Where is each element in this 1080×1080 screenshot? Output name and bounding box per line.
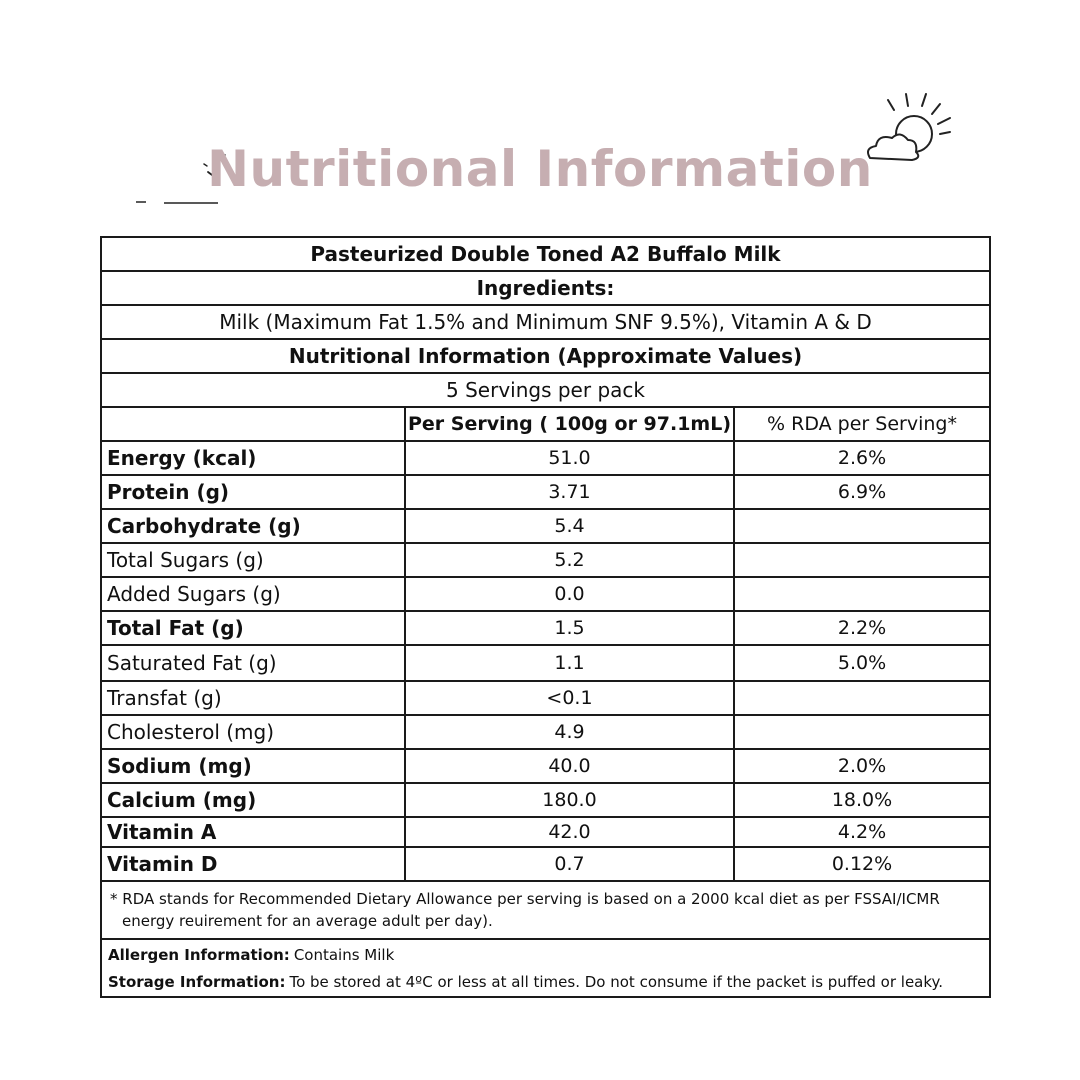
nutrient-name: Sodium (mg): [102, 750, 406, 782]
storage-info: [102, 968, 989, 998]
nutrient-rda: [735, 716, 989, 748]
table-row: [102, 646, 989, 682]
nutrient-name: Energy (kcal): [102, 442, 406, 474]
nutrient-value: 5.4: [406, 510, 735, 542]
nutrient-rda: [735, 544, 989, 576]
nutrient-rda: 2.6%: [837, 447, 887, 469]
nutrient-rda: [735, 682, 989, 714]
nutrient-rda: 2.2%: [837, 617, 887, 639]
nutrient-value: 1.5: [406, 612, 735, 644]
table-row: [102, 716, 989, 750]
table-row: [102, 818, 989, 848]
product-name: Pasteurized Double Toned A2 Buffalo Milk: [102, 238, 989, 272]
allergen-info: [102, 940, 989, 968]
table-row: [102, 578, 989, 612]
nutrient-rda: 4.2%: [837, 821, 887, 843]
rda-footnote: [102, 882, 989, 940]
nutrient-rda: 2.0%: [837, 755, 887, 777]
nutrient-name: Protein (g): [102, 476, 406, 508]
ingredients-heading: Ingredients:: [102, 272, 989, 306]
table-row: [102, 510, 989, 544]
table-row: [102, 848, 989, 882]
nutrient-rda: 18.0%: [831, 789, 893, 811]
allergen-label: Allergen Information:: [108, 946, 290, 964]
nutrient-value: 3.71: [406, 476, 735, 508]
allergen-text: Contains Milk: [293, 946, 395, 964]
table-row: [102, 476, 989, 510]
table-row: [102, 544, 989, 578]
page-title: Nutritional Information: [207, 140, 873, 198]
nutrient-name: Added Sugars (g): [102, 578, 406, 610]
storage-label: Storage Information:: [108, 973, 286, 991]
nutrient-rda: 0.12%: [831, 853, 893, 875]
storage-text: To be stored at 4ºC or less at all times. Do not consume if the packet is puffed or leaky.: [289, 973, 944, 991]
nutrient-name: Total Sugars (g): [102, 544, 406, 576]
nutrient-value: 51.0: [406, 442, 735, 474]
nutrient-rda: 5.0%: [837, 652, 887, 674]
nutrition-table: [100, 236, 991, 998]
rda-header: % RDA per Serving*: [767, 413, 957, 435]
nutrient-value: 0.7: [406, 848, 735, 880]
table-row: [102, 784, 989, 818]
nutrient-name: Total Fat (g): [102, 612, 406, 644]
nutrient-name: Carbohydrate (g): [102, 510, 406, 542]
footnote-line-1: * RDA stands for Recommended Dietary Allowance per serving is based on a 2000 kcal diet as per FSSAI/ICMR: [110, 890, 940, 908]
nutrient-value: <0.1: [406, 682, 735, 714]
nutrient-name: Cholesterol (mg): [102, 716, 406, 748]
table-row: [102, 442, 989, 476]
nutrient-value: 180.0: [406, 784, 735, 816]
nutrient-value: 42.0: [406, 818, 735, 846]
nutrient-value: 1.1: [406, 646, 735, 680]
nutrient-name: Transfat (g): [102, 682, 406, 714]
nutrient-value: 0.0: [406, 578, 735, 610]
header-empty-cell: [102, 408, 406, 440]
nutrition-heading: Nutritional Information (Approximate Values): [102, 340, 989, 374]
footnote-line-2: energy reuirement for an average adult per day).: [122, 912, 493, 930]
nutrient-value: 5.2: [406, 544, 735, 576]
table-header-row: [102, 408, 989, 442]
per-serving-header: Per Serving ( 100g or 97.1mL): [406, 408, 735, 440]
servings-text: 5 Servings per pack: [102, 374, 989, 408]
nutrient-name: Vitamin A: [102, 818, 406, 846]
table-row: [102, 612, 989, 646]
nutrient-name: Saturated Fat (g): [102, 646, 406, 680]
nutrient-rda: 6.9%: [837, 481, 887, 503]
nutrient-value: 40.0: [406, 750, 735, 782]
table-row: [102, 750, 989, 784]
nutrient-rda: [735, 578, 989, 610]
nutrient-name: Calcium (mg): [102, 784, 406, 816]
nutrient-rda: [735, 510, 989, 542]
nutrient-value: 4.9: [406, 716, 735, 748]
nutrient-name: Vitamin D: [102, 848, 406, 880]
ingredients-text: Milk (Maximum Fat 1.5% and Minimum SNF 9.5%), Vitamin A & D: [102, 306, 989, 340]
table-row: [102, 682, 989, 716]
